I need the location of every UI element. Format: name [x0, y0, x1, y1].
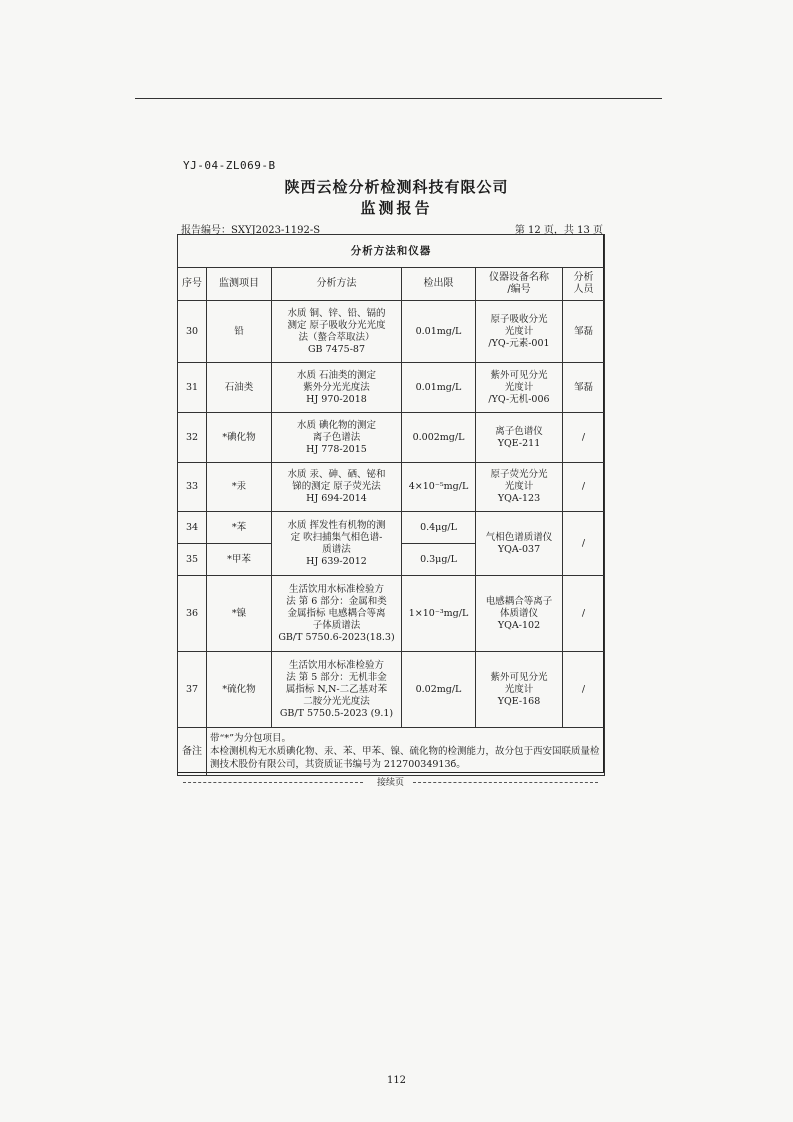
instrument: 紫外可见分光 光度计 YQE-168	[476, 652, 563, 728]
analysis-method: 生活饮用水标准检验方 法 第 5 部分：无机非金 属指标 N,N-二乙基对苯 二胺分光光度法 GB/T 5750.5-2023 (9.1)	[272, 652, 402, 728]
table-row	[178, 652, 605, 728]
detection-limit: 4×10⁻⁵mg/L	[402, 463, 476, 512]
monitor-item: *汞	[207, 463, 272, 512]
report-number: 报告编号：SXYJ2023-1192-S	[181, 225, 321, 236]
analysis-method: 水质 铜、锌、铅、镉的 测定 原子吸收分光光度 法（螯合萃取法） GB 7475-87	[272, 301, 402, 363]
page-count: 第 12 页，共 13 页	[514, 225, 603, 236]
row-number: 34	[178, 512, 207, 544]
report-title: 监测报告	[360, 199, 433, 217]
row-number: 33	[178, 463, 207, 512]
remarks-label: 备注	[178, 728, 207, 776]
header-rule	[135, 98, 662, 99]
page-number: 112	[386, 1075, 407, 1086]
table-row	[178, 463, 605, 512]
column-header: 分析 人员	[563, 268, 605, 301]
monitor-item: 石油类	[207, 363, 272, 413]
detection-limit: 1×10⁻³mg/L	[402, 576, 476, 652]
methods-table	[177, 234, 605, 776]
instrument: 离子色谱仪 YQE-211	[476, 413, 563, 463]
row-number: 37	[178, 652, 207, 728]
remarks-text: 带“*”为分包项目。 本检测机构无水质碘化物、汞、苯、甲苯、镍、硫化物的检测能力，故分包于西安国联质量检测技术股份有限公司，其资质证书编号为 21270034913б。	[207, 728, 605, 776]
column-header: 分析方法	[272, 268, 402, 301]
document-code: YJ-04-ZL069-B	[183, 159, 276, 172]
analyst: 邹磊	[563, 363, 605, 413]
table-row	[178, 512, 605, 544]
table-header-row	[178, 268, 605, 301]
company-name: 陕西云检分析检测科技有限公司	[284, 178, 509, 196]
detection-limit: 0.3μg/L	[402, 544, 476, 576]
analysis-method: 水质 挥发性有机物的测 定 吹扫捕集气相色谱- 质谱法 HJ 639-2012	[272, 512, 402, 576]
monitor-item: *硫化物	[207, 652, 272, 728]
continued-marker	[183, 775, 598, 789]
detection-limit: 0.02mg/L	[402, 652, 476, 728]
analysis-method: 水质 碘化物的测定 离子色谱法 HJ 778-2015	[272, 413, 402, 463]
detection-limit: 0.01mg/L	[402, 301, 476, 363]
table-row	[178, 576, 605, 652]
column-header: 序号	[178, 268, 207, 301]
column-header: 监测项目	[207, 268, 272, 301]
row-number: 30	[178, 301, 207, 363]
analysis-method: 生活饮用水标准检验方 法 第 6 部分：金属和类 金属指标 电感耦合等离 子体质谱法 GB/T 5750.6-2023(18.3)	[272, 576, 402, 652]
continued-label: 接续页	[376, 778, 404, 788]
detection-limit: 0.01mg/L	[402, 363, 476, 413]
table-caption: 分析方法和仪器	[178, 235, 605, 268]
table-row	[178, 413, 605, 463]
row-number: 32	[178, 413, 207, 463]
table-row	[178, 301, 605, 363]
monitor-item: *苯	[207, 512, 272, 544]
analyst: /	[563, 652, 605, 728]
column-header: 仪器设备名称 /编号	[476, 268, 563, 301]
monitor-item: *甲苯	[207, 544, 272, 576]
detection-limit: 0.002mg/L	[402, 413, 476, 463]
detection-limit: 0.4μg/L	[402, 512, 476, 544]
instrument: 原子荧光分光 光度计 YQA-123	[476, 463, 563, 512]
analyst: /	[563, 413, 605, 463]
instrument: 原子吸收分光 光度计 /YQ-元素-001	[476, 301, 563, 363]
analyst: /	[563, 512, 605, 576]
row-number: 35	[178, 544, 207, 576]
analyst: /	[563, 463, 605, 512]
monitor-item: 铅	[207, 301, 272, 363]
row-number: 31	[178, 363, 207, 413]
table-row	[178, 363, 605, 413]
column-header: 检出限	[402, 268, 476, 301]
instrument: 气相色谱质谱仪 YQA-037	[476, 512, 563, 576]
analysis-method: 水质 汞、砷、硒、铋和 锑的测定 原子荧光法 HJ 694-2014	[272, 463, 402, 512]
monitor-item: *镍	[207, 576, 272, 652]
monitor-item: *碘化物	[207, 413, 272, 463]
analyst: /	[563, 576, 605, 652]
analysis-method: 水质 石油类的测定 紫外分光光度法 HJ 970-2018	[272, 363, 402, 413]
instrument: 电感耦合等离子 体质谱仪 YQA-102	[476, 576, 563, 652]
instrument: 紫外可见分光 光度计 /YQ-无机-006	[476, 363, 563, 413]
analyst: 邹磊	[563, 301, 605, 363]
remarks-row	[178, 728, 605, 776]
row-number: 36	[178, 576, 207, 652]
